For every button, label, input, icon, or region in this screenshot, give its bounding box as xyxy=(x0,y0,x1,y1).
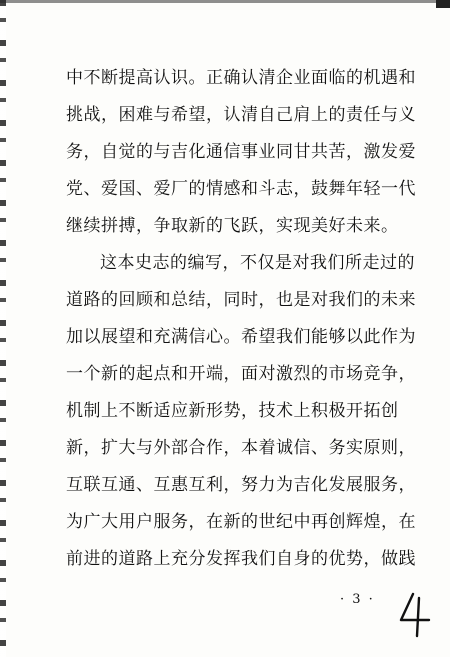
text-line: 党、爱国、爱厂的情感和斗志，鼓舞年轻一代 xyxy=(66,179,416,199)
text-line: 一个新的起点和开端，面对激烈的市场竞争， xyxy=(66,364,416,384)
scan-edge-left xyxy=(0,0,6,657)
text-line: 继续拼搏，争取新的飞跃，实现美好未来。 xyxy=(66,216,399,236)
text-line: 为广大用户服务，在新的世纪中再创辉煌，在 xyxy=(66,512,416,532)
text-line: 挑战，困难与希望，认清自己肩上的责任与义 xyxy=(66,105,416,125)
body-text xyxy=(66,60,416,578)
text-line: 前进的道路上充分发挥我们自身的优势，做践 xyxy=(66,549,416,569)
text-line: 互联互通、互惠互利，努力为吉化发展服务， xyxy=(66,475,416,495)
scan-edge-top xyxy=(0,0,450,3)
text-line: 务，自觉的与吉化通信事业同甘共苦，激发爱 xyxy=(66,142,416,162)
text-line: 道路的回顾和总结，同时，也是对我们的未来 xyxy=(66,290,416,310)
paragraph-first-line: 这本史志的编写，不仅是对我们所走过的 xyxy=(100,253,415,273)
handwritten-page-mark xyxy=(395,590,435,640)
text-line: 机制上不断适应新形势，技术上积极开拓创 xyxy=(66,401,399,421)
scan-mark-top-right xyxy=(436,0,450,8)
page-number: · 3 · xyxy=(340,592,375,607)
text-line: 新，扩大与外部合作，本着诚信、务实原则， xyxy=(66,438,416,458)
text-line: 中不断提高认识。正确认清企业面临的机遇和 xyxy=(66,68,416,88)
text-line: 加以展望和充满信心。希望我们能够以此作为 xyxy=(66,327,416,347)
